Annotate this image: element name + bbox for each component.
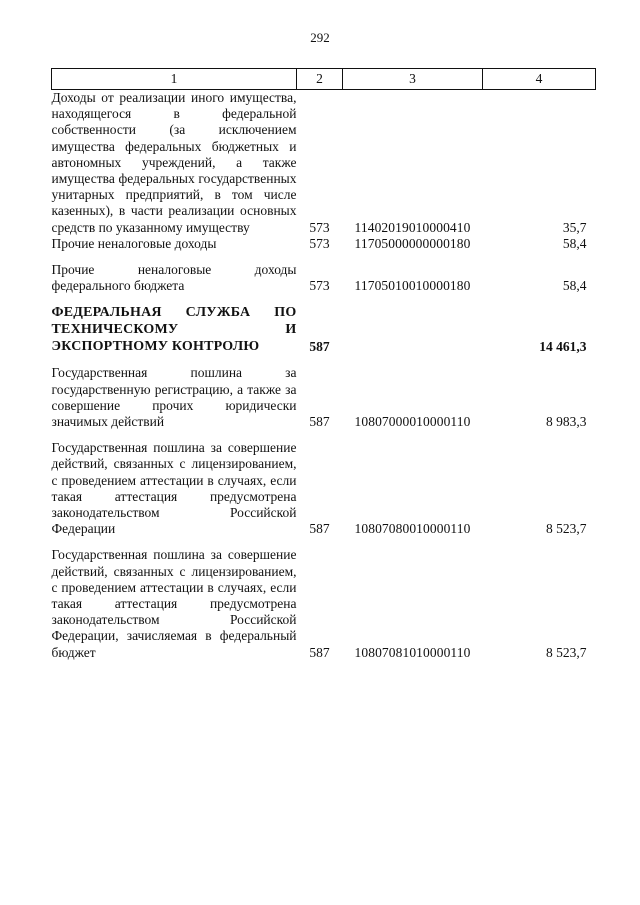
column-header-1: 1 — [52, 69, 297, 90]
row-amount: 58,4 — [562, 278, 587, 294]
agency-heading-row — [52, 294, 596, 355]
row-amount: 8 523,7 — [546, 521, 587, 537]
budget-revenue-table — [51, 68, 596, 661]
row-classification-code: 11705010010000180 — [354, 278, 471, 294]
row-amount: 8 983,3 — [546, 414, 587, 430]
table-header — [52, 69, 596, 90]
row-amount: 14 461,3 — [539, 339, 587, 355]
row-admin-code: 573 — [309, 235, 330, 251]
row-admin-code: 573 — [309, 219, 330, 235]
row-classification-code: 11705000000000180 — [354, 235, 471, 251]
column-header-4: 4 — [483, 69, 596, 90]
row-amount: 58,4 — [562, 235, 587, 251]
page-number: 292 — [310, 30, 330, 45]
table-body — [52, 90, 596, 661]
table-row — [52, 252, 596, 294]
row-classification-code: 10807081010000110 — [354, 644, 471, 660]
row-admin-code: 573 — [309, 278, 330, 294]
row-description: Государственная пошлина за совершение действий, связанных с лицензированием, с проведением аттестации в случаях, если такая аттестация предусмотрена законодательством Российской Федерации, зачисляемая в федеральный бюджет — [51, 547, 297, 660]
row-admin-code: 587 — [309, 414, 330, 430]
row-admin-code: 587 — [309, 521, 330, 537]
row-description: Прочие неналоговые доходы федерального бюджета — [51, 262, 297, 294]
column-header-2: 2 — [297, 69, 343, 90]
table-row — [52, 90, 596, 236]
row-classification-code — [343, 294, 483, 355]
row-description: Доходы от реализации иного имущества, находящегося в федеральной собственности (за исключением имущества федеральных бюджетных и автономных учреждений, а также имущества федеральных государственных унитарных предприятий, в том числе казенных), в части реализации основных средств по указанному имуществу — [51, 90, 297, 235]
row-amount: 8 523,7 — [546, 644, 587, 660]
row-admin-code: 587 — [309, 644, 330, 660]
row-classification-code: 11402019010000410 — [354, 219, 471, 235]
row-classification-code: 10807080010000110 — [354, 521, 471, 537]
table-row — [52, 236, 596, 252]
row-description: Прочие неналоговые доходы — [51, 235, 217, 251]
row-description: Государственная пошлина за совершение действий, связанных с лицензированием, с проведением аттестации в случаях, если такая аттестация предусмотрена законодательством Российской Федерации — [51, 440, 297, 537]
table-row — [52, 430, 596, 537]
row-description: ФЕДЕРАЛЬНАЯ СЛУЖБА ПО ТЕХНИЧЕСКОМУ И ЭКСПОРТНОМУ КОНТРОЛЮ — [51, 305, 297, 355]
row-amount: 35,7 — [562, 219, 587, 235]
column-header-3: 3 — [343, 69, 483, 90]
table-header-row — [52, 69, 596, 90]
row-admin-code: 587 — [309, 339, 330, 355]
row-classification-code: 10807000010000110 — [354, 414, 471, 430]
table-row — [52, 537, 596, 660]
row-description: Государственная пошлина за государственную регистрацию, а также за совершение прочих юридически значимых действий — [51, 365, 297, 430]
table-row — [52, 355, 596, 430]
